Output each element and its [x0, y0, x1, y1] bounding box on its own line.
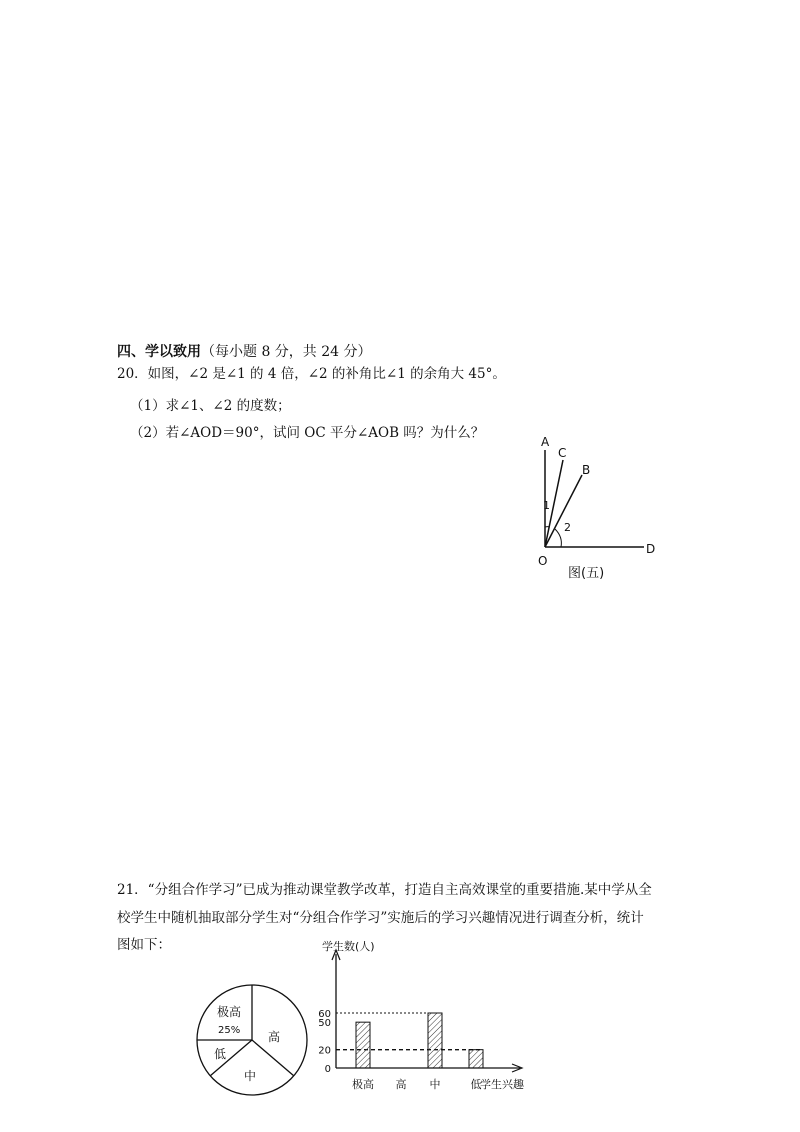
- label-O: O: [538, 554, 548, 568]
- pie-label-low: 低: [214, 1047, 227, 1061]
- angle-figure: [520, 425, 680, 590]
- section-heading: [117, 341, 372, 361]
- bar-2: [428, 1013, 442, 1068]
- pie-divider-bottom-right: [252, 1040, 294, 1076]
- q20-part1: （1）求∠1、∠2 的度数；: [130, 398, 291, 414]
- q21-line2: 校学生中随机抽取部分学生对“分组合作学习”实施后的学习兴趣情况进行调查分析，统计: [117, 910, 644, 926]
- x-tick-label-0: 极高: [352, 1078, 374, 1091]
- q21-line3: 图如下：: [117, 937, 171, 953]
- section-note: （每小题 8 分，共 24 分）: [201, 344, 372, 360]
- label-angle-1: 1: [543, 499, 550, 512]
- bar-3: [469, 1050, 483, 1068]
- pie-value-very-high: 25%: [218, 1025, 241, 1036]
- figure-caption: 图(五): [568, 566, 605, 581]
- angle-2-arc: [555, 529, 561, 547]
- pie-chart: [190, 978, 320, 1108]
- label-angle-2: 2: [564, 521, 571, 534]
- x-tick-label-2: 中: [429, 1078, 441, 1091]
- q20-part2: （2）若∠AOD＝90°，试问 OC 平分∠AOB 吗？为什么？: [130, 425, 485, 441]
- y-tick-label-0: 0: [324, 1064, 331, 1075]
- x-axis-label: 学生兴趣: [480, 1078, 524, 1091]
- pie-label-medium: 中: [244, 1069, 257, 1083]
- pie-label-high: 高: [268, 1030, 281, 1044]
- x-tick-label-3: 低: [470, 1078, 482, 1091]
- bar-chart: [308, 938, 558, 1098]
- q20-stem: 20．如图，∠2 是∠1 的 4 倍，∠2 的补角比∠1 的余角大 45°。: [117, 366, 506, 382]
- y-axis-label: 学生数(人): [322, 940, 375, 953]
- x-tick-label-1: 高: [395, 1078, 407, 1091]
- pie-label-very-high: 极高: [217, 1005, 242, 1019]
- bar-0: [356, 1022, 370, 1068]
- y-tick-label-20: 20: [318, 1045, 331, 1057]
- label-C: C: [558, 446, 567, 460]
- y-tick-label-50: 50: [318, 1018, 331, 1030]
- label-A: A: [541, 435, 550, 449]
- y-tick-label-60: 60: [318, 1009, 331, 1020]
- ray-OB: [545, 475, 582, 547]
- q21-line1: 21．“分组合作学习”已成为推动课堂教学改革，打造自主高效课堂的重要措施.某中学从全: [117, 882, 652, 898]
- label-B: B: [582, 463, 591, 477]
- label-D: D: [646, 542, 656, 556]
- section-title: 四、学以致用: [117, 344, 201, 360]
